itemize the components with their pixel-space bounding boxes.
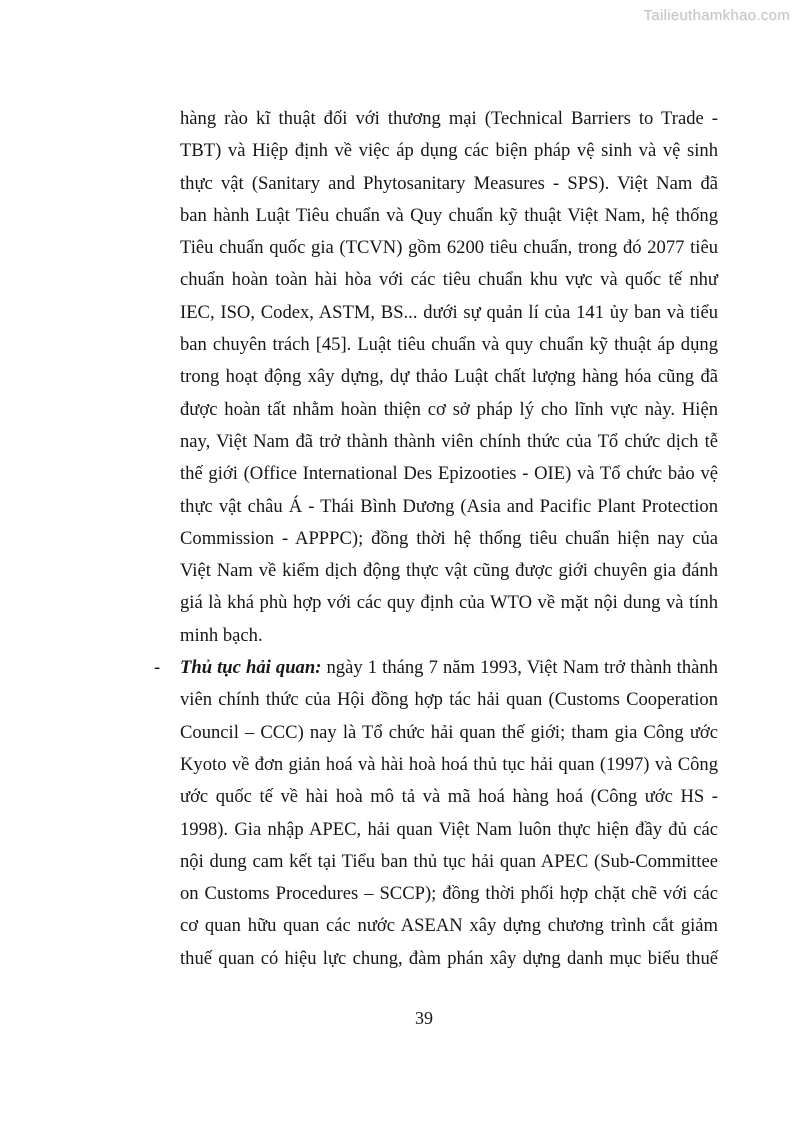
text-line: Kyoto về đơn giản hoá và hài hoà hoá thủ tục hải quan (1997) và Công: [180, 753, 718, 775]
paragraph-standards-last-line: minh bạch.: [180, 624, 263, 646]
text-line: cơ quan hữu quan các nước ASEAN xây dựng chương trình cắt giảm: [180, 915, 718, 937]
bullet-customs-lines: [180, 684, 718, 975]
text-line: on Customs Procedures – SCCP); đồng thời phối hợp chặt chẽ với các: [180, 883, 718, 905]
text-line: Commission - APPPC); đồng thời hệ thống tiêu chuẩn hiện nay của: [180, 527, 718, 549]
page-number: 39: [415, 1008, 433, 1028]
text-line: ban hành Luật Tiêu chuẩn và Quy chuẩn kỹ thuật Việt Nam, hệ thống: [180, 204, 718, 226]
text-line: Council – CCC) nay là Tổ chức hải quan thế giới; tham gia Công ước: [180, 721, 718, 743]
text-line: thực vật châu Á - Thái Bình Dương (Asia and Pacific Plant Protection: [180, 495, 718, 517]
text-line: 1998). Gia nhập APEC, hải quan Việt Nam luôn thực hiện đầy đủ các: [180, 818, 718, 840]
text-line: giá là khá phù hợp với các quy định của WTO về mặt nội dung và tính: [180, 592, 718, 614]
text-line: viên chính thức của Hội đồng hợp tác hải quan (Customs Cooperation: [180, 689, 718, 711]
bullet-customs-procedures: [154, 652, 718, 975]
text-line: thế giới (Office International Des Epizooties - OIE) và Tổ chức bảo vệ: [180, 463, 718, 485]
text-line: thực vật (Sanitary and Phytosanitary Measures - SPS). Việt Nam đã: [180, 172, 718, 194]
text-line: trong hoạt động xây dựng, dự thảo Luật chất lượng hàng hóa cũng đã: [180, 366, 718, 388]
bullet-lead-label: Thủ tục hải quan:: [180, 657, 322, 679]
text-line: TBT) và Hiệp định về việc áp dụng các biện pháp vệ sinh và vệ sinh: [180, 140, 718, 162]
bullet-first-line: [154, 652, 718, 684]
paragraph-standards-lines: [180, 103, 718, 620]
text-line: chuẩn hoàn toàn hài hòa với các tiêu chuẩn khu vực và quốc tế như: [180, 269, 718, 291]
text-line: thuế quan có hiệu lực chung, đàm phán xây dựng danh mục biểu thuế: [180, 947, 718, 969]
text-line: IEC, ISO, Codex, ASTM, BS... dưới sự quản lí của 141 ủy ban và tiểu: [180, 301, 718, 323]
bullet-first-line-text: ngày 1 tháng 7 năm 1993, Việt Nam trở thành thành: [326, 657, 718, 679]
text-line: Tiêu chuẩn quốc gia (TCVN) gồm 6200 tiêu chuẩn, trong đó 2077 tiêu: [180, 237, 718, 259]
page-content: [154, 103, 718, 975]
text-line: được hoàn tất nhằm hoàn thiện cơ sở pháp lý cho lĩnh vực này. Hiện: [180, 398, 718, 420]
text-line: ước quốc tế về hài hoà mô tả và mã hoá hàng hoá (Công ước HS -: [180, 786, 718, 808]
paragraph-standards: [180, 103, 718, 652]
text-line: Việt Nam về kiểm dịch động thực vật cũng được giới chuyên gia đánh: [180, 560, 718, 582]
text-line: ban chuyên trách [45]. Luật tiêu chuẩn và quy chuẩn kỹ thuật áp dụng: [180, 334, 718, 356]
text-line: hàng rào kĩ thuật đối với thương mại (Technical Barriers to Trade -: [180, 108, 718, 129]
text-line: nay, Việt Nam đã trở thành thành viên chính thức của Tổ chức dịch tễ: [180, 430, 718, 452]
bullet-dash-marker: -: [154, 657, 161, 679]
watermark-text: Tailieuthamkhao.com: [643, 7, 790, 24]
text-line: nội dung cam kết tại Tiểu ban thủ tục hải quan APEC (Sub-Committee: [180, 850, 718, 872]
